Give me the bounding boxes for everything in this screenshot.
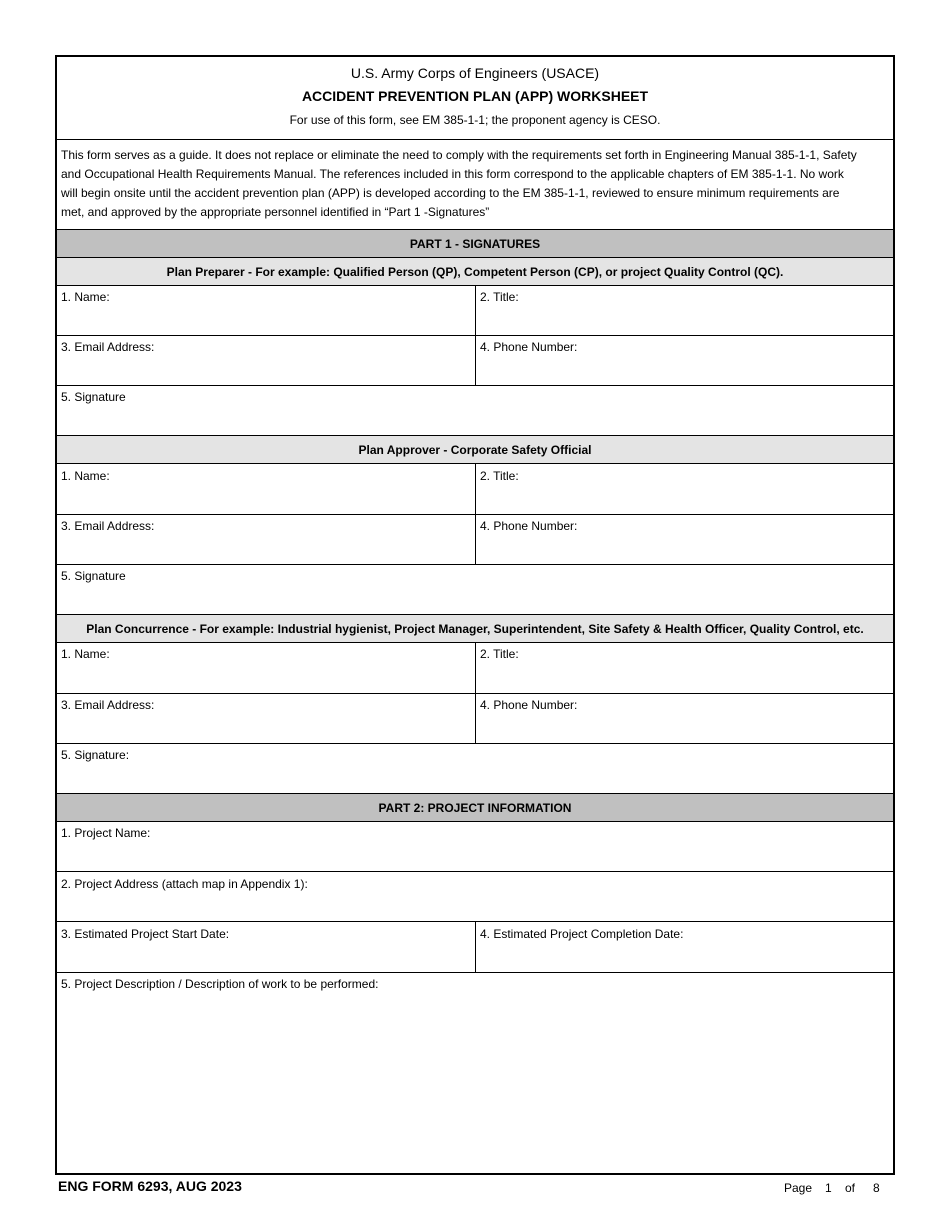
- form-id: ENG FORM 6293, AUG 2023: [58, 1178, 242, 1194]
- preparer-email-label: 3. Email Address:: [61, 340, 155, 354]
- completion-date-input[interactable]: [480, 944, 888, 968]
- concurrence-signature-input[interactable]: [61, 765, 887, 789]
- preparer-name-label: 1. Name:: [61, 290, 110, 304]
- form-border: [55, 55, 895, 1175]
- approver-heading: Plan Approver - Corporate Safety Official: [57, 436, 893, 463]
- agency-name: U.S. Army Corps of Engineers (USACE): [350, 65, 600, 81]
- start-date-input[interactable]: [61, 944, 469, 968]
- concurrence-email-input[interactable]: [61, 715, 469, 739]
- of-label: of: [845, 1181, 856, 1195]
- preparer-heading: Plan Preparer - For example: Qualified Person (QP), Competent Person (CP), or project Quality Control (QC).: [57, 258, 893, 285]
- page-total: 8: [873, 1181, 880, 1195]
- approver-signature-input[interactable]: [61, 586, 887, 610]
- approver-name-label: 1. Name:: [61, 469, 110, 483]
- preparer-phone-label: 4. Phone Number:: [480, 340, 578, 354]
- part1-header: PART 1 - SIGNATURES: [57, 230, 893, 257]
- completion-date-label: 4. Estimated Project Completion Date:: [480, 927, 684, 941]
- concurrence-title-label: 2. Title:: [480, 647, 519, 661]
- preparer-title-input[interactable]: [480, 307, 888, 331]
- approver-email-input[interactable]: [61, 536, 469, 560]
- preparer-name-input[interactable]: [61, 307, 469, 331]
- concurrence-name-label: 1. Name:: [61, 647, 110, 661]
- intro-line-1: This form serves as a guide. It does not replace or eliminate the need to comply with the requirements set forth in Engineering Manual 385-1-1, Safety: [61, 148, 857, 162]
- preparer-signature-label: 5. Signature: [61, 390, 126, 404]
- divider: [57, 693, 893, 694]
- approver-signature-label: 5. Signature: [61, 569, 126, 583]
- approver-phone-input[interactable]: [480, 536, 888, 560]
- intro-line-4: met, and approved by the appropriate personnel identified in “Part 1 -Signatures”: [61, 205, 490, 219]
- column-divider: [475, 921, 476, 972]
- approver-title-label: 2. Title:: [480, 469, 519, 483]
- project-name-label: 1. Project Name:: [61, 826, 151, 840]
- concurrence-title-input[interactable]: [480, 664, 888, 688]
- approver-phone-label: 4. Phone Number:: [480, 519, 578, 533]
- approver-name-input[interactable]: [61, 486, 469, 510]
- start-date-label: 3. Estimated Project Start Date:: [61, 927, 230, 941]
- page-label: Page: [784, 1181, 813, 1195]
- intro-line-3: will begin onsite until the accident prevention plan (APP) is developed according to the EM 385-1-1, reviewed to ensure minimum requirements are: [61, 186, 840, 200]
- preparer-email-input[interactable]: [61, 357, 469, 381]
- preparer-phone-input[interactable]: [480, 357, 888, 381]
- divider: [57, 564, 893, 565]
- divider: [57, 972, 893, 973]
- approver-title-input[interactable]: [480, 486, 888, 510]
- concurrence-name-input[interactable]: [61, 664, 469, 688]
- divider: [57, 385, 893, 386]
- project-address-input[interactable]: [61, 894, 887, 918]
- concurrence-signature-label: 5. Signature:: [61, 748, 130, 762]
- project-description-textarea[interactable]: [61, 995, 887, 1167]
- divider: [57, 743, 893, 744]
- intro-line-2: and Occupational Health Requirements Manual. The references included in this form correspond to the applicable chapters of EM 385-1-1. No work: [61, 167, 844, 181]
- approver-email-label: 3. Email Address:: [61, 519, 155, 533]
- divider: [57, 335, 893, 336]
- form-title: ACCIDENT PREVENTION PLAN (APP) WORKSHEET: [301, 88, 649, 104]
- concurrence-phone-label: 4. Phone Number:: [480, 698, 578, 712]
- project-description-label: 5. Project Description / Description of work to be performed:: [61, 977, 379, 991]
- preparer-signature-input[interactable]: [61, 407, 887, 431]
- part2-header: PART 2: PROJECT INFORMATION: [57, 794, 893, 821]
- divider: [57, 139, 893, 140]
- project-name-input[interactable]: [61, 843, 887, 867]
- divider: [57, 821, 893, 822]
- concurrence-heading: Plan Concurrence - For example: Industrial hygienist, Project Manager, Superintendent, Site Safety & Health Officer, Quality Control, etc.: [57, 615, 893, 642]
- divider: [57, 514, 893, 515]
- preparer-title-label: 2. Title:: [480, 290, 519, 304]
- divider: [57, 871, 893, 872]
- project-address-label: 2. Project Address (attach map in Appendix 1):: [61, 877, 308, 891]
- usage-note: For use of this form, see EM 385-1-1; the proponent agency is CESO.: [289, 113, 661, 127]
- page-number: 1: [825, 1181, 832, 1195]
- concurrence-phone-input[interactable]: [480, 715, 888, 739]
- concurrence-email-label: 3. Email Address:: [61, 698, 155, 712]
